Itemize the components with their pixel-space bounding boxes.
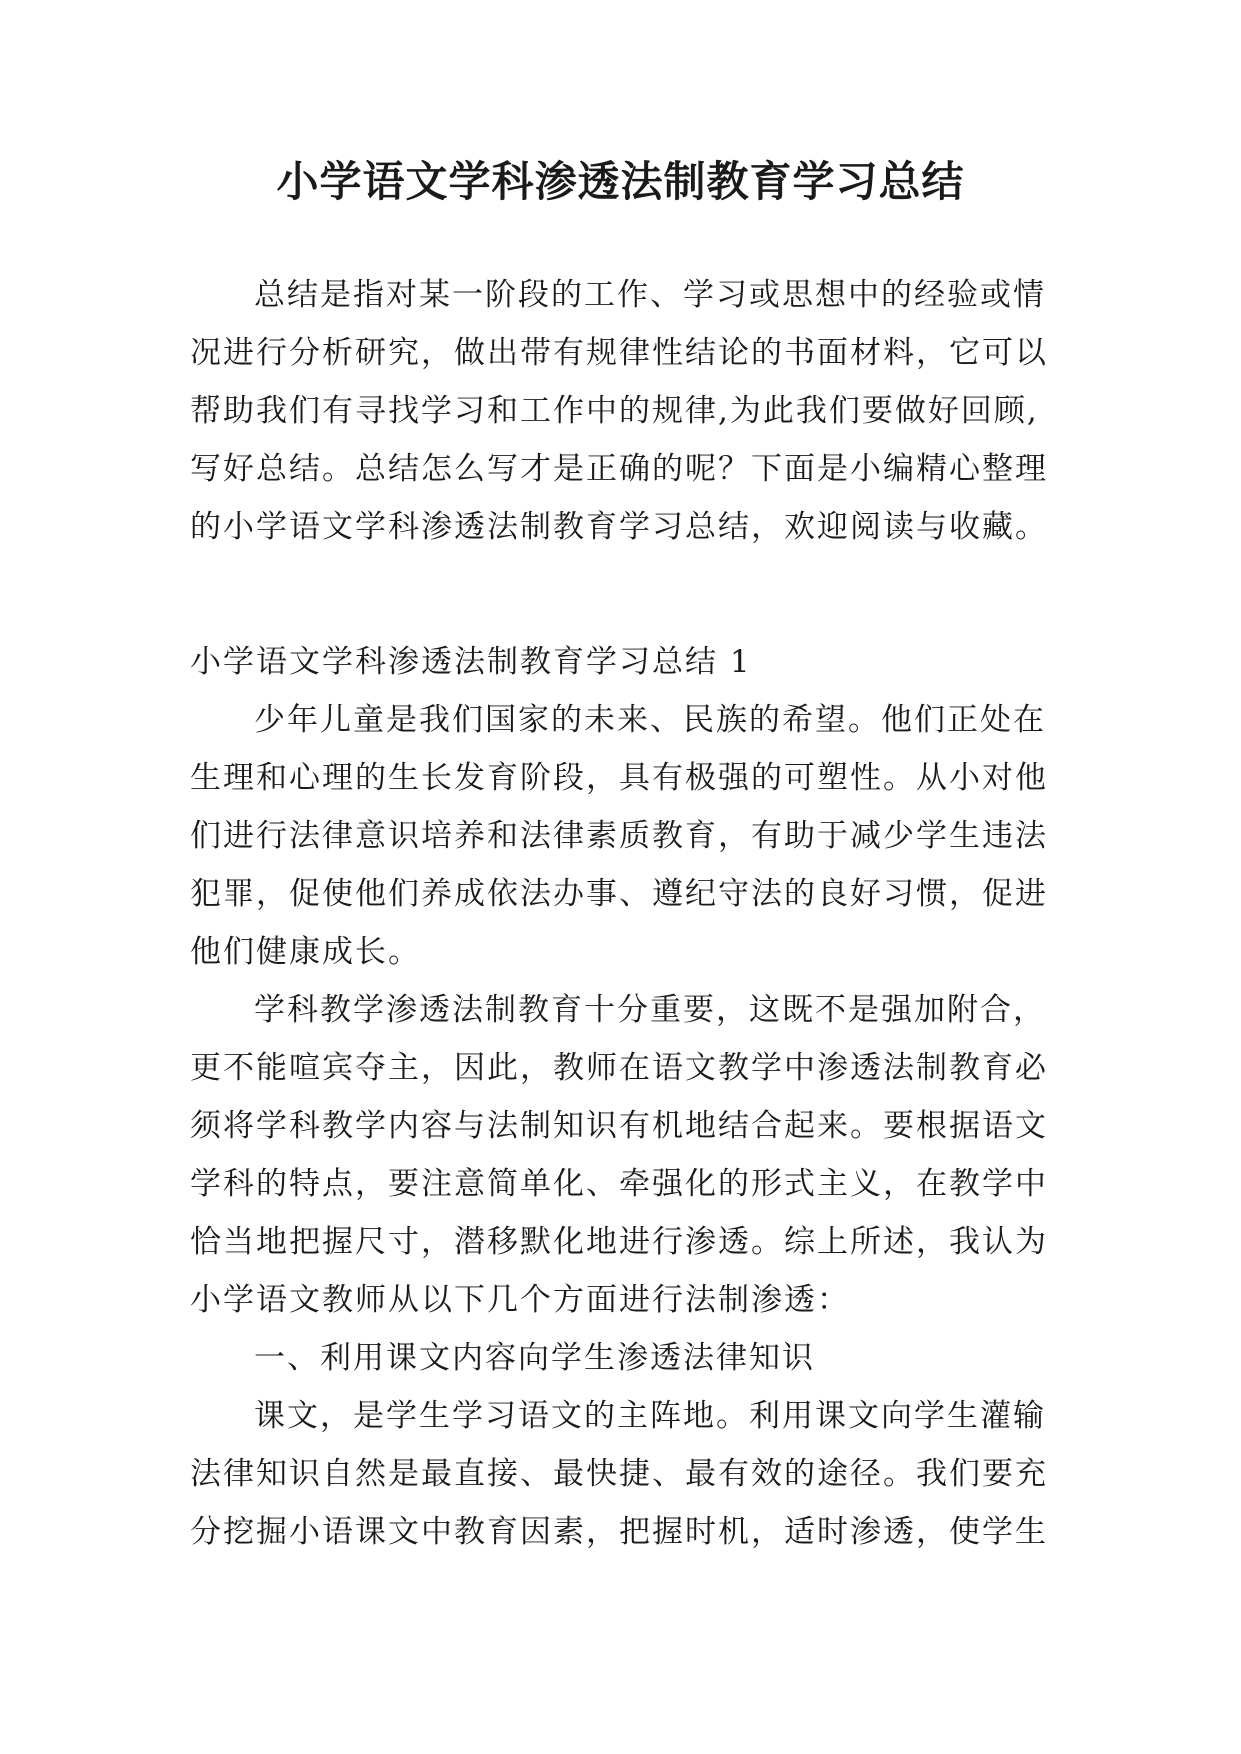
text-line: 小学语文教师从以下几个方面进行法制渗透： — [190, 1282, 850, 1318]
text-line: 学科教学渗透法制教育十分重要，这既不是强加附合， — [254, 992, 1046, 1028]
text-line: 们进行法律意识培养和法律素质教育，有助于减少学生违法 — [190, 818, 1048, 854]
text-line: 总结是指对某一阶段的工作、学习或思想中的经验或情 — [254, 277, 1046, 313]
text-line: 的小学语文学科渗透法制教育学习总结，欢迎阅读与收藏。 — [190, 509, 1048, 545]
text-line: 他们健康成长。 — [190, 934, 421, 970]
text-line: 法律知识自然是最直接、最快捷、最有效的途径。我们要充 — [190, 1456, 1048, 1492]
text-line: 更不能喧宾夺主，因此，教师在语文教学中渗透法制教育必 — [190, 1050, 1048, 1086]
text-line: 况进行分析研究，做出带有规律性结论的书面材料，它可以 — [190, 335, 1048, 371]
paragraph-1 — [190, 691, 1050, 981]
subheading: 一、利用课文内容向学生渗透法律知识 — [254, 1340, 815, 1376]
document-title: 小学语文学科渗透法制教育学习总结 — [276, 157, 965, 206]
text-line: 写好总结。总结怎么写才是正确的呢？下面是小编精心整理 — [190, 451, 1048, 487]
section-heading-block — [190, 633, 1050, 691]
text-line: 少年儿童是我们国家的未来、民族的希望。他们正处在 — [254, 702, 1046, 738]
paragraph-3 — [190, 1387, 1050, 1561]
text-line: 犯罪，促使他们养成依法办事、遵纪守法的良好习惯，促进 — [190, 876, 1048, 912]
text-line: 恰当地把握尺寸，潜移默化地进行渗透。综上所述，我认为 — [190, 1224, 1048, 1260]
paragraph-2 — [190, 981, 1050, 1329]
section-heading: 小学语文学科渗透法制教育学习总结 1 — [190, 644, 752, 680]
intro-paragraph — [190, 266, 1050, 556]
text-line: 课文，是学生学习语文的主阵地。利用课文向学生灌输 — [254, 1398, 1046, 1434]
subheading-block — [190, 1329, 1050, 1387]
text-line: 学科的特点，要注意简单化、牵强化的形式主义，在教学中 — [190, 1166, 1048, 1202]
text-line: 帮助我们有寻找学习和工作中的规律,为此我们要做好回顾, — [190, 393, 1039, 429]
text-line: 生理和心理的生长发育阶段，具有极强的可塑性。从小对他 — [190, 760, 1048, 796]
text-line: 分挖掘小语课文中教育因素，把握时机，适时渗透，使学生 — [190, 1514, 1048, 1550]
text-line: 须将学科教学内容与法制知识有机地结合起来。要根据语文 — [190, 1108, 1048, 1144]
